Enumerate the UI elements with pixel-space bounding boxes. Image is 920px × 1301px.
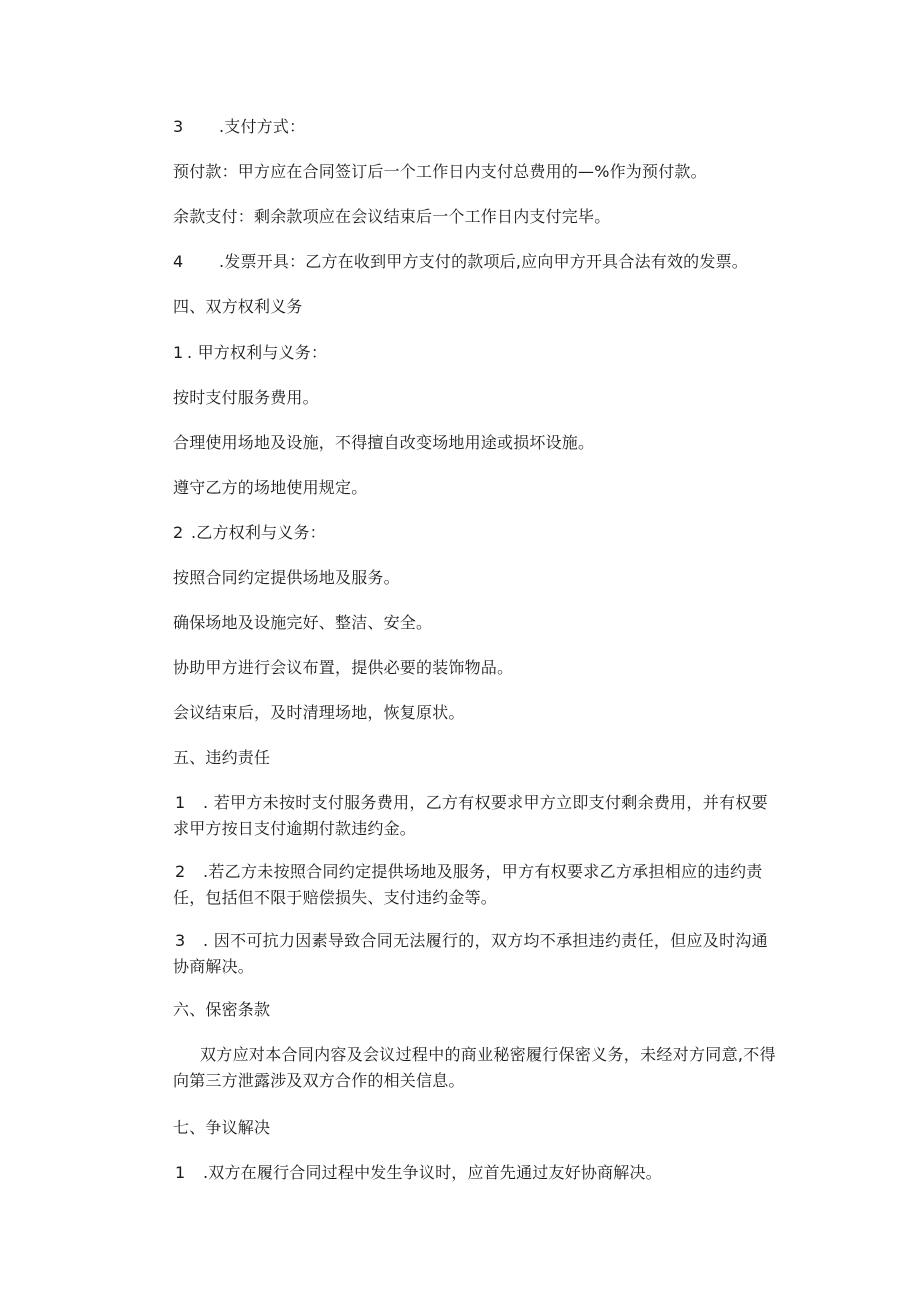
item-text: . 若甲方未按时支付服务费用，乙方有权要求甲方立即支付剩余费用，并有权要 <box>203 793 768 812</box>
item-text: .若乙方未按照合同约定提供场地及服务，甲方有权要求乙方承担相应的违约责 <box>203 862 763 881</box>
prepayment-paragraph: 预付款：甲方应在合同签订后一个工作日内支付总费用的—%作为预付款。 <box>173 162 707 181</box>
item-text: . 甲方权利与义务： <box>187 343 328 362</box>
party-b-item: 会议结束后，及时清理场地，恢复原状。 <box>173 703 465 722</box>
confidentiality-line2: 向第三方泄露涉及双方合作的相关信息。 <box>173 1071 465 1090</box>
section7-heading: 七、争议解决 <box>173 1118 271 1137</box>
section6-heading: 六、保密条款 <box>173 1000 271 1019</box>
invoice-paragraph <box>173 252 748 272</box>
item-number: 1 <box>175 793 186 812</box>
section4-heading: 四、双方权利义务 <box>173 297 303 316</box>
party-a-item: 按时支付服务费用。 <box>173 388 319 407</box>
party-a-heading <box>173 343 327 363</box>
item-text: .乙方权利与义务： <box>191 523 326 542</box>
payment-method-heading <box>173 117 305 137</box>
item-number: 1 <box>173 343 184 362</box>
party-a-item: 遵守乙方的场地使用规定。 <box>173 478 368 497</box>
item-text: .支付方式： <box>219 117 306 136</box>
balance-payment-paragraph: 余款支付：剩余款项应在会议结束后一个工作日内支付完毕。 <box>173 207 611 226</box>
breach-clause-1-line2: 求甲方按日支付逾期付款违约金。 <box>173 819 417 838</box>
item-text: .双方在履行合同过程中发生争议时，应首先通过友好协商解决。 <box>203 1163 662 1182</box>
party-b-item: 确保场地及设施完好、整洁、安全。 <box>173 613 433 632</box>
party-b-item: 协助甲方进行会议布置，提供必要的装饰物品。 <box>173 658 514 677</box>
item-number: 2 <box>175 862 186 881</box>
party-b-heading <box>173 523 326 543</box>
dispute-clause-1 <box>173 1163 662 1183</box>
item-number: 4 <box>173 252 184 271</box>
breach-clause-3-line1 <box>173 931 768 951</box>
breach-clause-3-line2: 协商解决。 <box>173 957 255 976</box>
item-text: . 因不可抗力因素导致合同无法履行的，双方均不承担违约责任，但应及时沟通 <box>203 931 768 950</box>
section5-heading: 五、违约责任 <box>173 748 271 767</box>
item-number: 2 <box>173 523 184 542</box>
breach-clause-1-line1 <box>173 793 768 813</box>
breach-clause-2-line1 <box>173 862 763 882</box>
item-number: 3 <box>173 117 184 136</box>
confidentiality-line1: 双方应对本合同内容及会议过程中的商业秘密履行保密义务，未经对方同意,不得 <box>200 1045 776 1064</box>
party-b-item: 按照合同约定提供场地及服务。 <box>173 568 400 587</box>
item-number: 1 <box>175 1163 186 1182</box>
item-number: 3 <box>175 931 186 950</box>
party-a-item: 合理使用场地及设施，不得擅自改变场地用途或损坏设施。 <box>173 433 595 452</box>
breach-clause-2-line2: 任，包括但不限于赔偿损失、支付违约金等。 <box>173 888 498 907</box>
item-text: .发票开具：乙方在收到甲方支付的款项后,应向甲方开具合法有效的发票。 <box>219 252 748 271</box>
